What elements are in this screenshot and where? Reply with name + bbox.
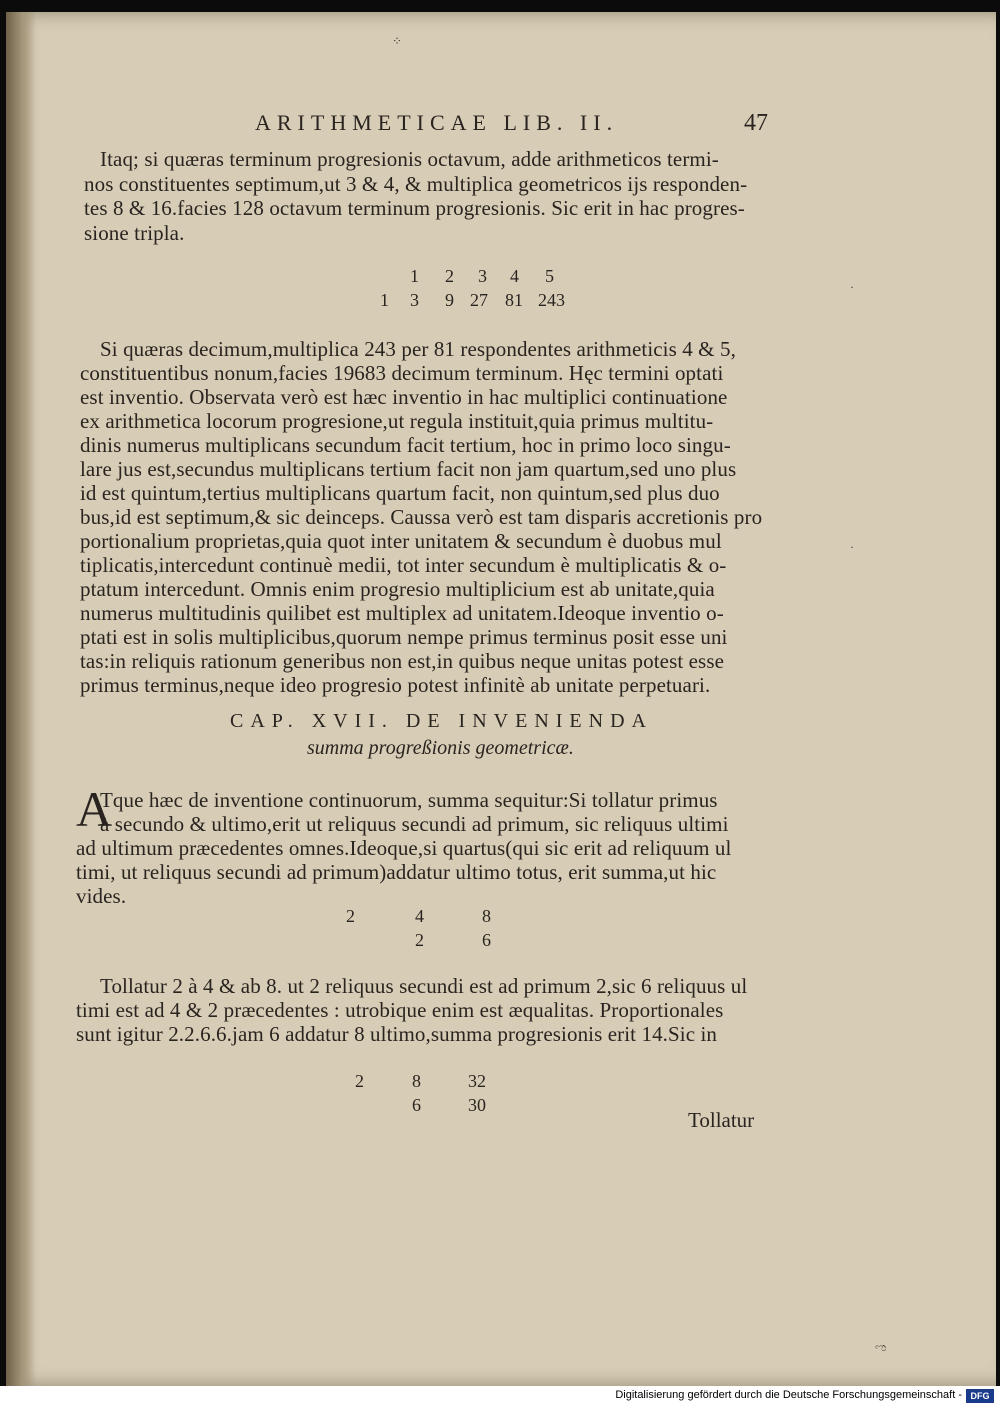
chapter-subheading: summa progreßionis geometricæ. [307,737,574,759]
table-cell: 243 [538,290,565,310]
text-line: tiplicatis,intercedunt continuè medii, tot inter secundum è multiplicatis & o- [80,553,727,577]
table-cell: 27 [470,290,488,310]
table-cell: 3 [410,290,419,310]
text-line: nos constituentes septimum,ut 3 & 4, & multiplica geometricos ijs responden- [84,172,748,196]
text-line: timi est ad 4 & 2 præcedentes : utrobique enim est æqualitas. Proportionales [76,998,724,1022]
table-cell: 4 [510,266,519,286]
table-cell: 1 [410,266,419,286]
text-line: Tque hæc de inventione continuorum, summa sequitur:Si tollatur primus [100,788,718,812]
text-line: est inventio. Observata verò est hæc inventio in hac multiplici continuatione [80,385,728,409]
table-cell: 9 [445,290,454,310]
table-cell: 3 [478,266,487,286]
table-cell: 4 [415,906,424,926]
text-line: tas:in reliquis rationum generibus non est,in quibus neque unitas potest esse [80,649,725,673]
table-cell: 8 [482,906,491,926]
table-cell: 6 [412,1095,421,1115]
text-line: lare jus est,secundus multiplicans tertium facit non jam quartum,sed uno plus [80,457,737,481]
catchword: Tollatur [688,1108,755,1132]
text-line: à secundo & ultimo,erit ut reliquus secundi ad primum, sic reliquus ultimi [100,812,729,836]
text-line: tes 8 & 16.facies 128 octavum terminum progresionis. Sic erit in hac progres- [84,196,745,220]
dfg-logo: DFG [966,1389,994,1403]
table-cell: 81 [505,290,523,310]
text-line: dinis numerus multiplicans secundum facit tertium, hoc in primo loco singu- [80,433,731,457]
text-line: ptatum intercedunt. Omnis enim progresio multiplicium est ab unitate,quia [80,577,715,601]
text-line: vides. [76,884,127,908]
signature-mark: ಌ [875,1340,887,1354]
table-cell: 2 [346,906,355,926]
text-line: sione tripla. [84,221,185,245]
table-cell: 8 [412,1071,421,1091]
table-cell: 2 [355,1071,364,1091]
footer-bar [0,1386,1000,1408]
text-line: sunt igitur 2.2.6.6.jam 6 addatur 8 ultimo,summa progresionis erit 14.Sic in [76,1022,718,1046]
chapter-heading: CAP. XVII. DE INVENIENDA [230,710,653,732]
text-line: portionalium proprietas,quia quot inter unitatem & secundum è duobus mul [80,529,722,553]
table-cell: 30 [468,1095,486,1115]
text-line: primus terminus,neque ideo progresio potest infinitè ab unitate perpetuari. [80,673,711,697]
text-line: ad ultimum præcedentes omnes.Ideoque,si quartus(qui sic erit ad reliquum ul [76,836,732,860]
text-line: ex arithmetica locorum progresione,ut regula instituit,quia primus multitu- [80,409,714,433]
text-line: bus,id est septimum,& sic deinceps. Caussa verò est tam disparis accretionis pro [80,505,763,529]
table-cell: 2 [445,266,454,286]
text-line: ptati est in solis multiplicibus,quorum nempe primus terminus posit esse uni [80,625,728,649]
page-speck: · [850,280,854,294]
text-line: Tollatur 2 à 4 & ab 8. ut 2 reliquus secundi est ad primum 2,sic 6 reliquus ul [100,974,748,998]
printers-mark: ⁘ [392,34,403,48]
table-cell: 32 [468,1071,486,1091]
page-gutter [6,12,36,1386]
table-cell: 2 [415,930,424,950]
text-line: timi, ut reliquus secundi ad primum)addatur ultimo totus, erit summa,ut hic [76,860,717,884]
page-number: 47 [744,110,768,136]
text-line: numerus multitudinis quilibet est multiplex ad unitatem.Ideoque inventio o- [80,601,724,625]
funding-credit: Digitalisierung gefördert durch die Deutsche Forschungsgemeinschaft - [615,1389,962,1401]
running-title: ARITHMETICAE LIB. II. [255,110,619,135]
page-speck: · [850,540,854,554]
table-cell: 1 [380,290,389,310]
text-line: id est quintum,tertius multiplicans quartum facit, non quintum,sed plus duo [80,481,720,505]
table-cell: 6 [482,930,491,950]
drop-cap: A [76,781,113,837]
text-line: Si quæras decimum,multiplica 243 per 81 respondentes arithmeticis 4 & 5, [100,337,736,361]
text-line: constituentibus nonum,facies 19683 decimum terminum. Hęc termini optati [80,361,724,385]
table-cell: 5 [545,266,554,286]
text-line: Itaq; si quæras terminum progresionis octavum, adde arithmeticos termi- [100,147,719,171]
